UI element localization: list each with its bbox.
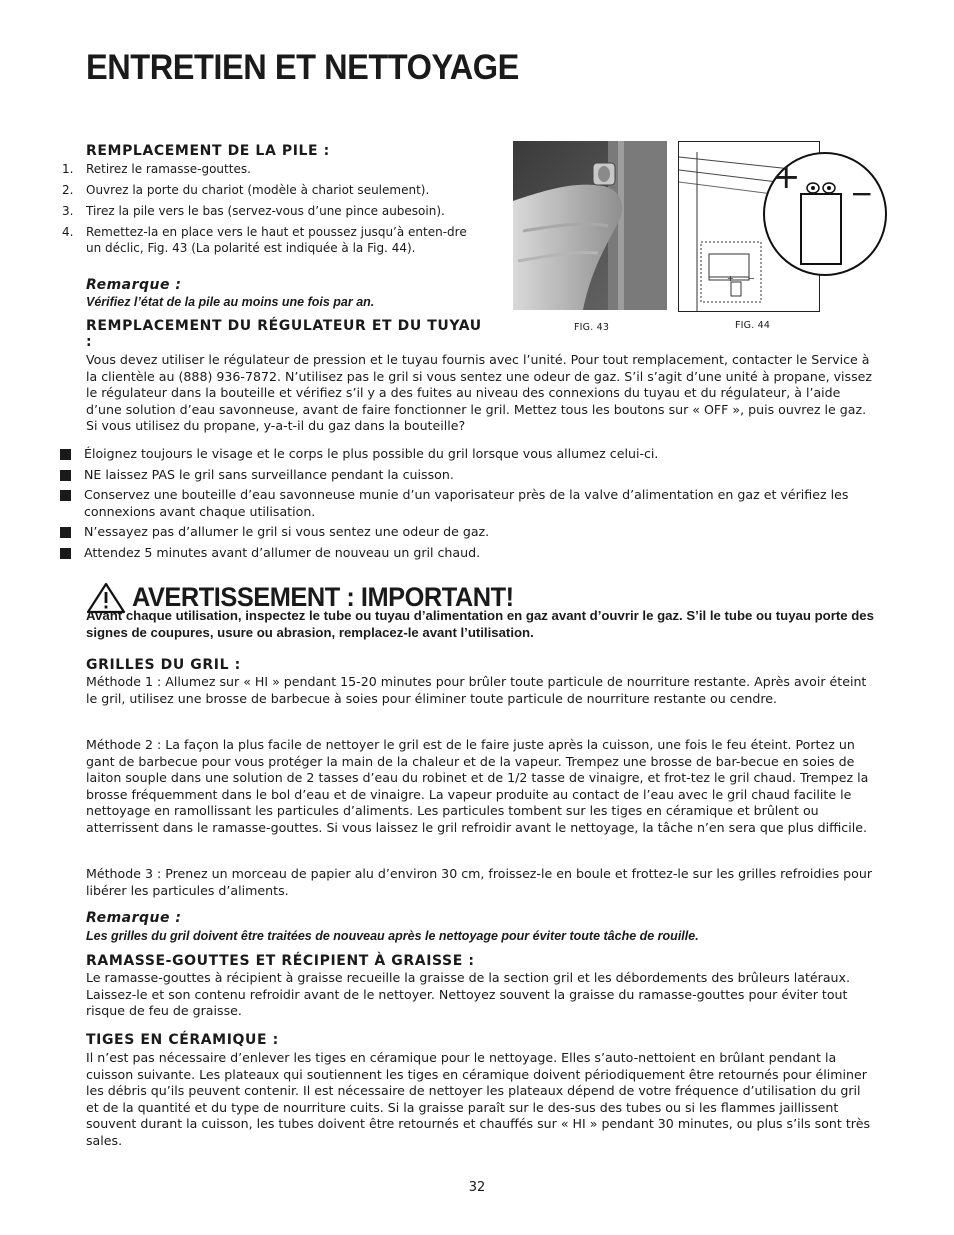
grilles-note-text: Les grilles du gril doivent être traitées de nouveau après le nettoyage pour éviter toute tâche de rouille. (86, 929, 699, 943)
fig43-photo (513, 141, 667, 310)
regulator-heading: REMPLACEMENT DU RÉGULATEUR ET DU TUYAU : (86, 318, 482, 350)
bullet-square-icon (60, 490, 71, 501)
warning-title: AVERTISSEMENT : IMPORTANT! (132, 582, 514, 612)
small-plus-label: + (727, 274, 734, 283)
battery-step: 4. Remettez-la en place vers le haut et poussez jusqu’à enten-dre un déclic, Fig. 43 (La polarité est indiquée à la Fig. 44). (62, 225, 467, 255)
grilles-note-label: Remarque : (86, 910, 182, 926)
page-title: ENTRETIEN ET NETTOYAGE (86, 48, 519, 87)
fig44-caption: FIG. 44 (735, 320, 771, 331)
bullet-item: N’essayez pas d’allumer le gril si vous sentez une odeur de gaz. (60, 524, 860, 541)
grilles-heading: GRILLES DU GRIL : (86, 657, 241, 673)
fig43-caption: FIG. 43 (574, 322, 610, 333)
page-number: 32 (468, 1180, 486, 1195)
battery-step: 1. Retirez le ramasse-gouttes. (62, 162, 251, 176)
ceramic-heading: TIGES EN CÉRAMIQUE : (86, 1032, 279, 1048)
bullet-square-icon (60, 449, 71, 460)
drip-text: Le ramasse-gouttes à récipient à graisse recueille la graisse de la section gril et les débordements des brûleurs latéraux. Laissez-le et son contenu refroidir avant de le nettoyer. Nettoyez souvent la graisse du ramasse-gouttes pour éviter tout risque de feu de graisse. (86, 970, 850, 1018)
bullet-square-icon (60, 470, 71, 481)
warning-text: Avant chaque utilisation, inspectez le tube ou tuyau d’alimentation en gaz avant d’ouvrir le gaz. S’il le tube ou tuyau porte des signes de coupures, usure ou abrasion, remplacez-le avant l’utilisation. (86, 608, 874, 640)
grilles-method3: Méthode 3 : Prenez un morceau de papier alu d’environ 30 cm, froissez-le en boule et frottez-le sur les grilles refroidies pour libérer les particules d’aliments. (86, 866, 873, 898)
plus-label: + (772, 157, 801, 197)
minus-label: − (850, 177, 874, 210)
safety-bullets (60, 446, 860, 565)
battery-step: 3. Tirez la pile vers le bas (servez-vous d’une pince aubesoin). (62, 204, 445, 218)
ceramic-text: Il n’est pas nécessaire d’enlever les tiges en céramique pour le nettoyage. Elles s’auto-nettoient en brûlant pendant la cuisson suivante. Les plateaux qui soutiennent les tiges en céramique doivent périodiquement être retournés pour éliminer les débris qu’ils peuvent contenir. Il est nécessaire de nettoyer les plateaux dépend de votre fréquence d’utilisation du gril et de la quantité et du type de nourriture cuits. Si la graisse paraît sur le des-sus des tubes ou si les flammes jaillissent souvent durant la cuisson, les tubes doivent être retournés et chauffés sur « HI » pendant 30 minutes, ou plus s’ils sont très sales. (86, 1050, 871, 1148)
drip-heading: RAMASSE-GOUTTES ET RÉCIPIENT À GRAISSE : (86, 953, 475, 969)
bullet-square-icon (60, 548, 71, 559)
grilles-method2: Méthode 2 : La façon la plus facile de nettoyer le gril est de le faire juste après la cuisson, une fois le feu éteint. Portez un gant de barbecue pour vous protéger la main de la chaleur et de la vapeur. Trempez une brosse de bar-becue en soies de laiton souple dans une solution de 2 tasses d’eau du robinet et de 1/2 tasse de vinaigre, et frot-tez le gril chaud. Trempez la brosse fréquemment dans le bol d’eau et de vinaigre. La vapeur produite au contact de l’eau avec le gril chaud facilite le nettoyage en ramollissant les particules d’aliments. Les particules tombent sur les tiges en céramique et brûlent ou atterrissent dans le ramasse-gouttes. Si vous laissez le gril refroidir avant le nettoyage, la tâche n’en sera que plus difficile. (86, 737, 869, 835)
battery-heading: REMPLACEMENT DE LA PILE : (86, 143, 330, 159)
bullet-item: Éloignez toujours le visage et le corps le plus possible du gril lorsque vous allumez celui-ci. (60, 446, 860, 463)
regulator-text: Vous devez utiliser le régulateur de pression et le tuyau fournis avec l’unité. Pour tout remplacement, contacter le Service à la clientèle au (888) 936-7872. N’utilisez pas le gril si vous sentez une odeur de gaz. S’il s’agit d’une unité à propane, vissez le régulateur dans la bouteille et vérifiez s’il y a des fuites au niveau des connexions du tuyau et du régulateur, à l’aide d’une solution d’eau savonneuse, avant de faire fonctionner le gril. Mettez tous les boutons sur « OFF », puis ouvrez le gaz. Si vous utilisez du propane, y-a-t-il du gaz dans la bouteille? (86, 352, 873, 433)
battery-note-text: Vérifiez l’état de la pile au moins une fois par an. (86, 295, 375, 309)
grilles-method1: Méthode 1 : Allumez sur « HI » pendant 15-20 minutes pour brûler toute particule de nourriture restante. Après avoir éteint le gril, utilisez une brosse de barbecue à soies pour éliminer toute particule de nourriture restante ou cendre. (86, 674, 867, 706)
battery-steps (62, 161, 496, 261)
bullet-item: NE laissez PAS le gril sans surveillance pendant la cuisson. (60, 467, 860, 484)
bullet-item: Conservez une bouteille d’eau savonneuse munie d’un vaporisateur près de la valve d’alimentation en gaz et vérifiez les connexions avant chaque utilisation. (60, 487, 860, 520)
bullet-item: Attendez 5 minutes avant d’allumer de nouveau un gril chaud. (60, 545, 860, 562)
battery-note-label: Remarque : (86, 277, 182, 293)
hand-battery-image (513, 141, 667, 310)
small-minus-label: − (748, 274, 755, 283)
battery-step: 2. Ouvrez la porte du chariot (modèle à chariot seulement). (62, 183, 430, 197)
bullet-square-icon (60, 527, 71, 538)
